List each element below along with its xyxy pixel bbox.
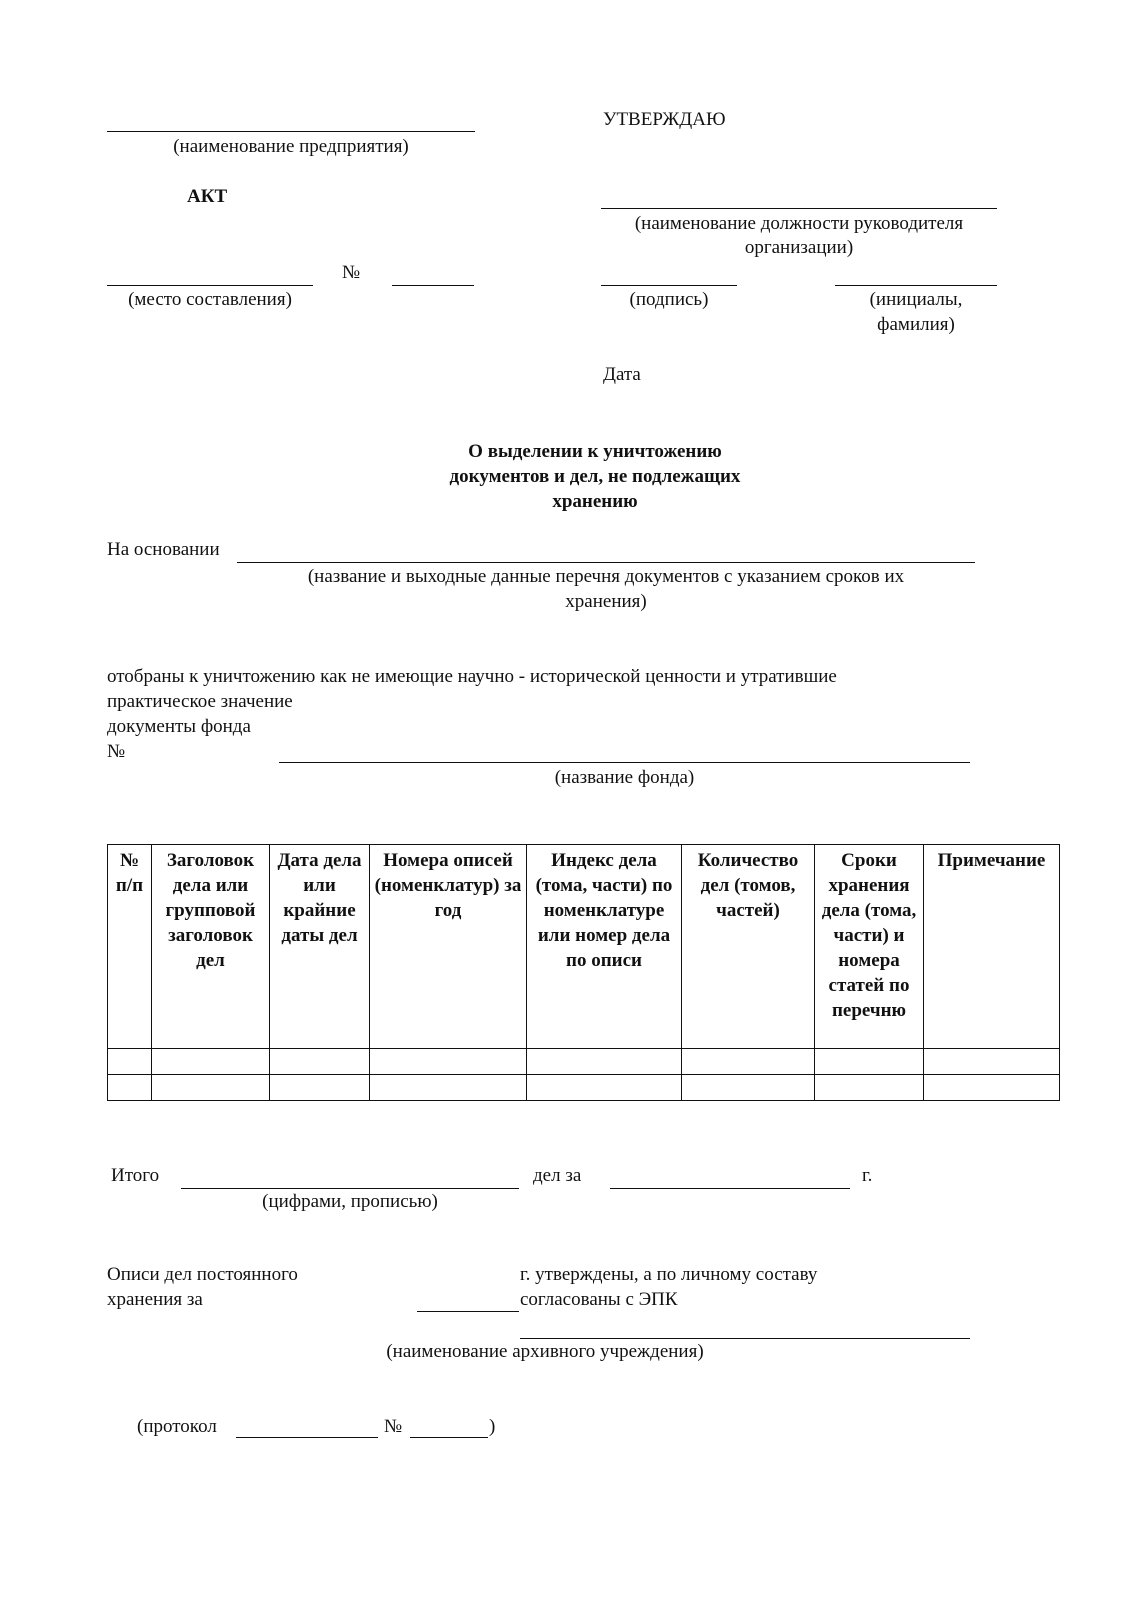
protocol-close: ) [489,1416,496,1437]
manager-position-caption-line2: организации) [744,237,854,258]
total-label: Итого [111,1165,160,1186]
table-cell[interactable] [108,1049,152,1075]
col-header-case-dates: Дата дела или крайние даты дел [270,845,370,1049]
basis-caption-line2: хранения) [565,591,647,612]
basis-label: На основании [107,539,220,560]
subject-line2: документов и дел, не подлежащих [449,466,741,487]
inventory-right-line2: согласованы с ЭПК [520,1289,678,1310]
table-cell[interactable] [270,1049,370,1075]
signature-caption: (подпись) [629,289,709,310]
fund-number-sign: № [107,741,126,762]
table-cell[interactable] [527,1075,682,1101]
initials-caption-line1: (инициалы, [869,289,963,310]
inventory-year-line[interactable] [417,1311,519,1312]
table-cell[interactable] [682,1075,815,1101]
archive-caption: (наименование архивного учреждения) [386,1341,704,1362]
date-label: Дата [603,364,641,385]
table-cell[interactable] [152,1049,270,1075]
table-cell[interactable] [924,1075,1060,1101]
act-number-line[interactable] [392,285,474,286]
total-year-suffix: г. [862,1165,873,1186]
fund-name-line[interactable] [279,762,970,763]
subject-line1: О выделении к уничтожению [468,441,722,462]
protocol-open: (протокол [137,1416,217,1437]
table-cell[interactable] [370,1075,527,1101]
table-cell[interactable] [527,1049,682,1075]
col-header-case-count: Количество дел (томов, частей) [682,845,815,1049]
col-header-inventory-numbers: Номера описей (номенклатур) за год [370,845,527,1049]
act-title: АКТ [187,186,228,207]
col-header-retention-periods: Сроки хранения дела (тома, части) и номера статей по перечню [815,845,924,1049]
approve-title: УТВЕРЖДАЮ [603,109,726,130]
place-line[interactable] [107,285,313,286]
subject-line3: хранению [552,491,638,512]
table-cell[interactable] [815,1049,924,1075]
manager-position-caption-line1: (наименование должности руководителя [634,213,964,234]
table-cell[interactable] [270,1075,370,1101]
col-header-case-index: Индекс дела (тома, части) по номенклатуре или номер дела по описи [527,845,682,1049]
table-cell[interactable] [370,1049,527,1075]
documents-register-table [107,844,1060,1101]
table-cell[interactable] [815,1075,924,1101]
table-header-row [108,845,1060,1049]
table-cell[interactable] [924,1049,1060,1075]
inventory-left-line2: хранения за [107,1289,203,1310]
total-caption: (цифрами, прописью) [262,1191,438,1212]
total-count-line[interactable] [181,1188,519,1189]
act-number-sign: № [342,262,361,283]
col-header-number: № п/п [108,845,152,1049]
inventory-left-line1: Описи дел постоянного [107,1264,298,1285]
basis-caption-line1: (название и выходные данные перечня документов с указанием сроков их [307,566,905,587]
selection-line3: документы фонда [107,716,251,737]
basis-line[interactable] [237,562,975,563]
table-row [108,1049,1060,1075]
protocol-number-sign: № [384,1416,403,1437]
initials-caption-line2: фамилия) [877,314,955,335]
org-name-caption: (наименование предприятия) [173,136,409,157]
protocol-number-line[interactable] [410,1437,488,1438]
selection-line1: отобраны к уничтожению как не имеющие научно - исторической ценности и утратившие [107,666,837,687]
table-cell[interactable] [152,1075,270,1101]
protocol-date-line[interactable] [236,1437,378,1438]
table-cell[interactable] [682,1049,815,1075]
archive-name-line[interactable] [520,1338,970,1339]
initials-line[interactable] [835,285,997,286]
total-year-line[interactable] [610,1188,850,1189]
place-caption: (место составления) [128,289,292,310]
org-name-line[interactable] [107,131,475,132]
manager-position-line[interactable] [601,208,997,209]
total-mid-text: дел за [533,1165,582,1186]
signature-line[interactable] [601,285,737,286]
table-cell[interactable] [108,1075,152,1101]
col-header-note: Примечание [924,845,1060,1049]
table-row [108,1075,1060,1101]
fund-name-caption: (название фонда) [554,767,695,788]
inventory-right-line1: г. утверждены, а по личному составу [520,1264,818,1285]
col-header-case-title: Заголовок дела или групповой заголовок дел [152,845,270,1049]
selection-line2: практическое значение [107,691,293,712]
